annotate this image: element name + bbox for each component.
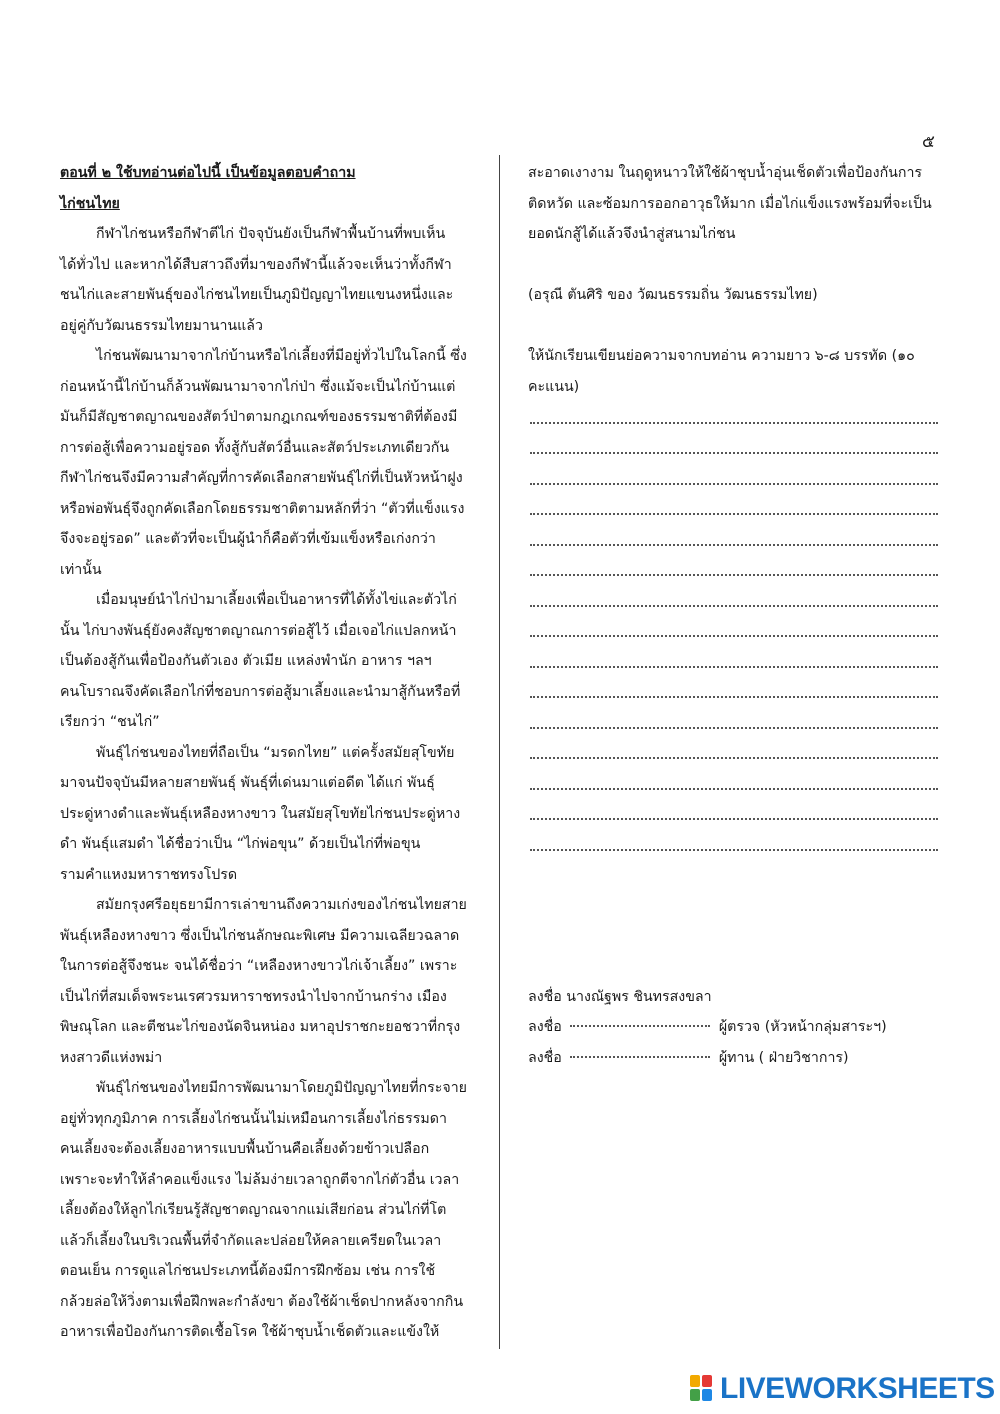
reviewer-signature-role: ผู้ตรวจ (หัวหน้ากลุ่มสาระฯ) [718, 1019, 887, 1035]
answer-line[interactable] [528, 799, 948, 830]
passage-line: กล้วยล่อให้วิ่งตามเพื่อฝึกพละกำลังขา ต้องใช้ผ้าเช็ดปากหลังจากกิน [60, 1293, 464, 1310]
passage-line: พันธุ์ไก่ชนของไทยที่ถือเป็น “มรดกไทย” แต่ครั้งสมัยสุโขทัย [96, 744, 455, 761]
answer-line[interactable] [528, 585, 948, 616]
passage-line: กีฬาไก่ชนหรือกีฬาตีไก่ ปัจจุบันยังเป็นกีฬาพื้นบ้านที่พบเห็น [96, 226, 446, 242]
passage-line: รามคำแหงมหาราชทรงโปรด [60, 866, 238, 883]
passage-line: อยู่ทั่วทุกภูมิภาค การเลี้ยงไก่ชนนั้นไม่เหมือนการเลี้ยงไก่ธรรมดา [60, 1110, 447, 1127]
answer-line[interactable] [528, 707, 948, 738]
passage-body [60, 219, 480, 1348]
reading-passage-column [60, 158, 480, 1348]
passage-line: ได้ทั่วไป และหากได้สืบสาวถึงที่มาของกีฬานี้แล้วจะเห็นว่าทั้งกีฬา [60, 256, 452, 273]
passage-continued-line: สะอาดเงางาม ในฤดูหนาวให้ใช้ผ้าชุบน้ำอุ่นเช็ดตัวเพื่อป้องกันการ [528, 165, 923, 181]
answer-line[interactable] [528, 524, 948, 555]
answer-line[interactable] [528, 646, 948, 677]
passage-line: มันก็มีสัญชาตญาณของสัตว์ป่าตามกฎเกณฑ์ของธรรมชาติที่ต้องมี [60, 409, 458, 425]
passage-continued-line: ยอดนักสู้ได้แล้วจึงนำสู่สนามไก่ชน [528, 226, 736, 242]
passage-line: พันธุ์ไก่ชนของไทยมีการพัฒนามาโดยภูมิปัญญาไทยที่กระจาย [96, 1080, 467, 1096]
passage-line: หรือพ่อพันธุ์จึงถูกคัดเลือกโดยธรรมชาติตามหลักที่ว่า “ตัวที่แข็งแรง [60, 500, 465, 517]
passage-line: แล้วก็เลี้ยงในบริเวณพื้นที่จำกัดและปล่อยให้คลายเครียดในเวลา [60, 1232, 442, 1249]
passage-line: คนเลี้ยงจะต้องเลี้ยงอาหารแบบพื้นบ้านคือเลี้ยงด้วยข้าวเปลือก [60, 1141, 430, 1157]
passage-line: จึงจะอยู่รอด” และตัวที่จะเป็นผู้นำก็คือตัวที่เข้มแข็งหรือเก่งกว่า [60, 531, 436, 547]
passage-continued-line: ติดหวัด และซ้อมการออกอาวุธให้มาก เมื่อไก่แข็งแรงพร้อมที่จะเป็น [528, 195, 932, 212]
instruction-text: คะแนน) [528, 378, 580, 395]
passage-line: ในการต่อสู้จึงชนะ จนได้ชื่อว่า “เหลืองหางขาวไก่เจ้าเลี้ยง” เพราะ [60, 958, 458, 974]
answer-line[interactable] [528, 494, 948, 525]
passage-line: ก่อนหน้านี้ไก่บ้านก็ล้วนพัฒนามาจากไก่ป่า ซึ่งแม้จะเป็นไก่บ้านแต่ [60, 378, 456, 395]
approver-signature-blank[interactable] [570, 1056, 710, 1058]
answer-line[interactable] [528, 463, 948, 494]
passage-line: สมัยกรุงศรีอยุธยามีการเล่าขานถึงความเก่งของไก่ชนไทยสาย [96, 897, 467, 913]
passage-line: หงสาวดีแห่งพม่า [60, 1049, 163, 1066]
section-heading: ตอนที่ ๒ ใช้บทอ่านต่อไปนี้ เป็นข้อมูลตอบคำถาม [60, 165, 356, 181]
passage-line: กีฬาไก่ชนจึงมีความสำคัญที่การคัดเลือกสายพันธุ์ไก่ที่เป็นหัวหน้าฝูง [60, 470, 463, 486]
passage-line: เท่านั้น [60, 561, 102, 578]
passage-citation: (อรุณี ตันศิริ ของ วัฒนธรรมถิ่น วัฒนธรรมไทย) [528, 287, 818, 303]
passage-line: อยู่คู่กับวัฒนธรรมไทยมานานแล้ว [60, 317, 263, 334]
answer-line[interactable] [528, 738, 948, 769]
reviewer-signature [528, 1012, 948, 1043]
liveworksheets-brand[interactable] [690, 1372, 995, 1406]
page-number: ๕ [922, 132, 935, 152]
answer-column [528, 158, 948, 1073]
teacher-signature: ลงชื่อ นางณัฐพร ชินทรสงขลา [528, 988, 712, 1005]
answer-line[interactable] [528, 402, 948, 433]
passage-line: พิษณุโลก และตีชนะไก่ของนัดจินหน่อง มหาอุปราชกะยอชวาที่กรุง [60, 1019, 461, 1035]
passage-line: ดำ พันธุ์แสมดำ ได้ชื่อว่าเป็น “ไก่พ่อขุน” ด้วยเป็นไก่ที่พ่อขุน [60, 836, 421, 852]
passage-line: คนโบราณจึงคัดเลือกไก่ที่ชอบการต่อสู้มาเลี้ยงและนำมาสู้กันหรือที่ [60, 683, 461, 700]
approver-signature-role: ผู้ทาน ( ฝ่ายวิชาการ) [718, 1049, 849, 1066]
passage-line: มาจนปัจจุบันมีหลายสายพันธุ์ พันธุ์ที่เด่นมาแต่อดีต ได้แก่ พันธุ์ [60, 775, 435, 791]
passage-line: ประดู่หางดำและพันธุ์เหลืองหางขาว ในสมัยสุโขทัยไก่ชนประดู่หาง [60, 805, 461, 822]
reviewer-signature-blank[interactable] [570, 1025, 710, 1027]
passage-line: เป็นต้องสู้กันเพื่อป้องกันตัวเอง ตัวเมีย แหล่งพำนัก อาหาร ฯลฯ [60, 653, 432, 669]
answer-line[interactable] [528, 555, 948, 586]
passage-line: ชนไก่และสายพันธุ์ของไก่ชนไทยเป็นภูมิปัญญาไทยแขนงหนึ่งและ [60, 287, 454, 303]
passage-line: เมื่อมนุษย์นำไก่ป่ามาเลี้ยงเพื่อเป็นอาหารที่ได้ทั้งไข่และตัวไก่ [96, 592, 457, 608]
liveworksheets-logo-icon [690, 1375, 714, 1403]
answer-line[interactable] [528, 677, 948, 708]
passage-line: เป็นไก่ที่สมเด็จพระนเรศวรมหาราชทรงนำไปจากบ้านกร่าง เมือง [60, 988, 447, 1005]
answer-line[interactable] [528, 616, 948, 647]
passage-line: พันธุ์เหลืองหางขาว ซึ่งเป็นไก่ชนลักษณะพิเศษ มีความเฉลียวฉลาด [60, 927, 460, 944]
answer-line[interactable] [528, 829, 948, 860]
answer-line[interactable] [528, 768, 948, 799]
column-divider [499, 155, 500, 1349]
answer-line[interactable] [528, 433, 948, 464]
passage-line: ตอนเย็น การดูแลไก่ชนประเภทนี้ต้องมีการฝึกซ้อม เช่น การใช้ [60, 1263, 436, 1279]
answer-area[interactable] [528, 402, 948, 860]
passage-line: เพราะจะทำให้ลำคอแข็งแรง ไม่ล้มง่ายเวลาถูกตีจากไก่ตัวอื่น เวลา [60, 1171, 460, 1188]
passage-line: ไก่ชนพัฒนามาจากไก่บ้านหรือไก่เลี้ยงที่มีอยู่ทั่วไปในโลกนี้ ซึ่ง [96, 348, 467, 364]
instruction-text: ให้นักเรียนเขียนย่อความจากบทอ่าน ความยาว ๖-๘ บรรทัด (๑๐ [528, 348, 915, 364]
passage-line: เลี้ยงต้องให้ลูกไก่เรียนรู้สัญชาตญาณจากแม่เสียก่อน ส่วนไก่ที่โต [60, 1202, 447, 1218]
passage-line: การต่อสู้เพื่อความอยู่รอด ทั้งสู้กับสัตว์อื่นและสัตว์ประเภทเดียวกัน [60, 439, 450, 456]
passage-title: ไก่ชนไทย [60, 195, 120, 212]
passage-line: นั้น ไก่บางพันธุ์ยังคงสัญชาตญาณการต่อสู้ไว้ เมื่อเจอไก่แปลกหน้า [60, 622, 457, 639]
passage-line: อาหารเพื่อป้องกันการติดเชื้อโรค ใช้ผ้าชุบน้ำเช็ดตัวและแข้งให้ [60, 1324, 440, 1340]
approver-signature [528, 1043, 948, 1074]
passage-line: เรียกว่า “ชนไก่” [60, 714, 160, 730]
brand-name: LIVEWORKSHEETS [720, 1372, 995, 1405]
reviewer-signature-prefix: ลงชื่อ [528, 1019, 562, 1035]
approver-signature-prefix: ลงชื่อ [528, 1049, 562, 1066]
